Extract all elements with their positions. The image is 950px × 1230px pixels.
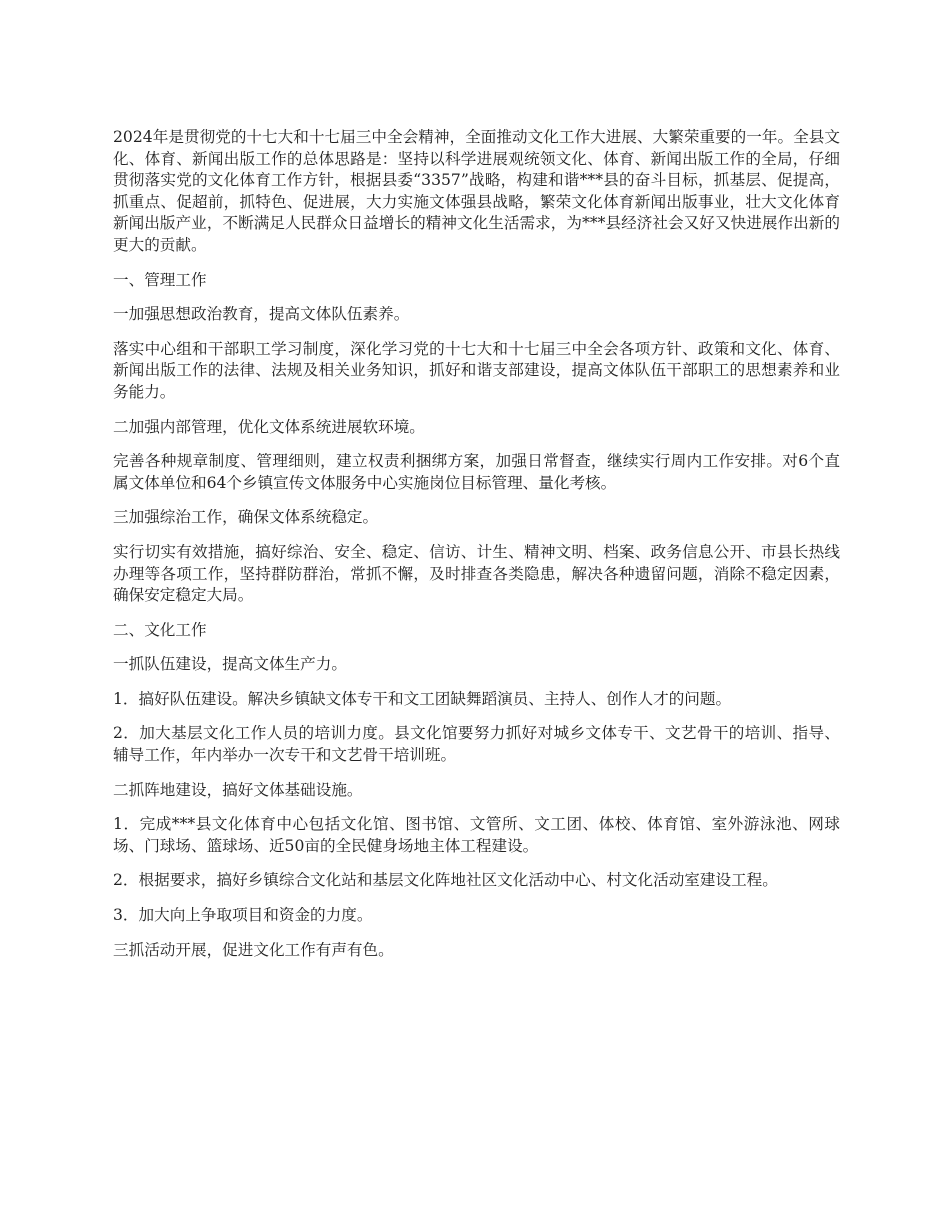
subheading-political-education: 一加强思想政治教育，提高文体队伍素养。 [113, 305, 410, 324]
body-paragraph: 完善各种规章制度、管理细则，建立权责利捆绑方案，加强日常督查，继续实行周内工作安排。对6个直属文体单位和64个乡镇宣传文体服务中心实施岗位目标管理、量化考核。 [113, 452, 840, 492]
section-heading-management: 一、管理工作 [113, 270, 207, 289]
subheading-stability: 三加强综治工作，确保文体系统稳定。 [113, 508, 379, 527]
subheading-facilities: 二抓阵地建设，搞好文体基础设施。 [113, 780, 363, 799]
list-item: 2．根据要求，搞好乡镇综合文化站和基层文化阵地社区文化活动中心、村文化活动室建设工程。 [113, 871, 778, 890]
list-item: 3．加大向上争取项目和资金的力度。 [113, 906, 373, 925]
section-heading-culture: 二、文化工作 [113, 620, 207, 639]
intro-paragraph: 2024年是贯彻党的十七大和十七届三中全会精神，全面推动文化工作大进展、大繁荣重要的一年。全县文化、体育、新闻出版工作的总体思路是：坚持以科学进展观统领文化、体育、新闻出版工作的全局，仔细贯彻落实党的文化体育工作方针，根据县委“3357”战略，构建和谐***县的奋斗目标，抓基层、促提高，抓重点、促超前，抓特色、促进展，大力实施文体强县战略，繁荣文化体育新闻出版事业，壮大文化体育新闻出版产业，不断满足人民群众日益增长的精神文化生活需求，为***县经济社会又好又快进展作出新的更大的贡献。 [113, 128, 840, 254]
subheading-activities: 三抓活动开展，促进文化工作有声有色。 [113, 940, 394, 959]
body-paragraph: 实行切实有效措施，搞好综治、安全、稳定、信访、计生、精神文明、档案、政务信息公开、市县长热线办理等各项工作，坚持群防群治，常抓不懈，及时排查各类隐患，解决各种遗留问题，消除不稳定因素，确保安定稳定大局。 [113, 542, 840, 605]
subheading-team-building: 一抓队伍建设，提高文体生产力。 [113, 655, 347, 674]
list-item: 2．加大基层文化工作人员的培训力度。县文化馆要努力抓好对城乡文体专干、文艺骨干的培训、指导、辅导工作，年内举办一次专干和文艺骨干培训班。 [113, 724, 840, 765]
list-item: 1．搞好队伍建设。解决乡镇缺文体专干和文工团缺舞蹈演员、主持人、创作人才的问题。 [113, 689, 732, 708]
list-item: 1．完成***县文化体育中心包括文化馆、图书馆、文管所、文工团、体校、体育馆、室外游泳池、网球场、门球场、篮球场、近50亩的全民健身场地主体工程建设。 [113, 815, 840, 855]
subheading-internal-management: 二加强内部管理，优化文体系统进展软环境。 [113, 417, 425, 436]
document-body [113, 127, 840, 974]
body-paragraph: 落实中心组和干部职工学习制度，深化学习党的十七大和十七届三中全会各项方针、政策和文化、体育、新闻出版工作的法律、法规及相关业务知识，抓好和谐支部建设，提高文体队伍干部职工的思想素养和业务能力。 [113, 339, 840, 401]
